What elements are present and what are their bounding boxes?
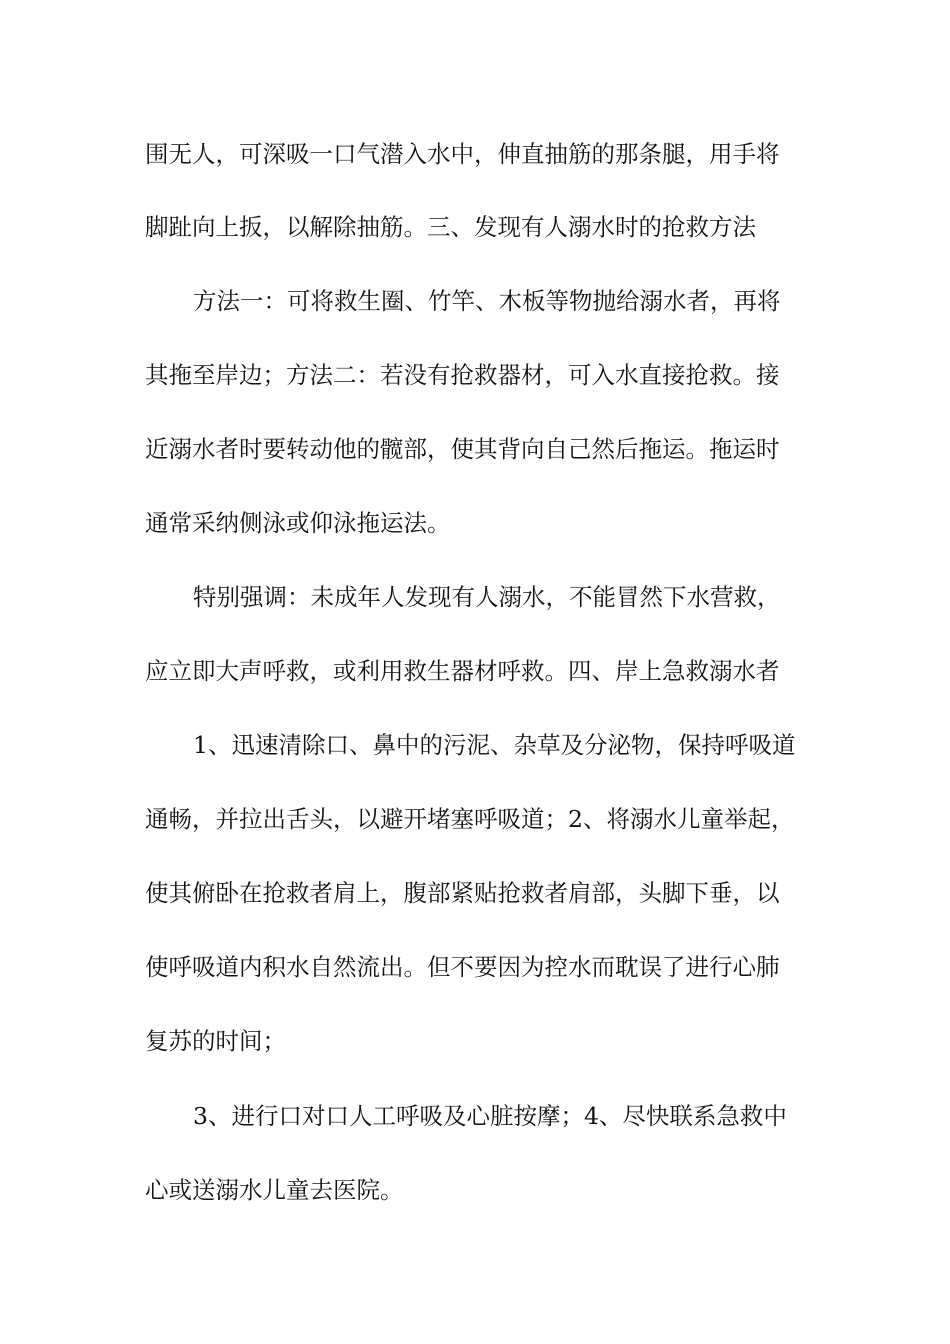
text-line: 复苏的时间； <box>145 1027 286 1055</box>
text-line: 应立即大声呼救，或利用救生器材呼救。四、岸上急救溺水者 <box>145 657 780 685</box>
text-line: 使其俯卧在抢救者肩上，腹部紧贴抢救者肩部，头脚下垂，以 <box>145 879 780 907</box>
text-line: 近溺水者时要转动他的髋部，使其背向自己然后拖运。拖运时 <box>145 435 780 463</box>
text-line: 脚趾向上扳，以解除抽筋。三、发现有人溺水时的抢救方法 <box>145 213 756 241</box>
paragraph-start-line: 特别强调：未成年人发现有人溺水，不能冒然下水营救， <box>193 583 781 611</box>
text-line: 通畅，并拉出舌头，以避开堵塞呼吸道；2、将溺水儿童举起， <box>145 805 795 833</box>
text-line: 其拖至岸边；方法二：若没有抢救器材，可入水直接抢救。接 <box>145 361 780 389</box>
text-line: 心或送溺水儿童去医院。 <box>145 1176 404 1204</box>
text-line: 通常采纳侧泳或仰泳拖运法。 <box>145 509 451 537</box>
paragraph-start-line: 方法一：可将救生圈、竹竿、木板等物抛给溺水者，再将 <box>193 287 781 315</box>
text-line: 使呼吸道内积水自然流出。但不要因为控水而耽误了进行心肺 <box>145 953 780 981</box>
paragraph-start-line: 3、进行口对口人工呼吸及心脏按摩；4、尽快联系急救中 <box>193 1102 787 1130</box>
paragraph-start-line: 1、迅速清除口、鼻中的污泥、杂草及分泌物，保持呼吸道 <box>193 731 796 759</box>
text-line: 围无人，可深吸一口气潜入水中，伸直抽筋的那条腿，用手将 <box>145 140 780 168</box>
